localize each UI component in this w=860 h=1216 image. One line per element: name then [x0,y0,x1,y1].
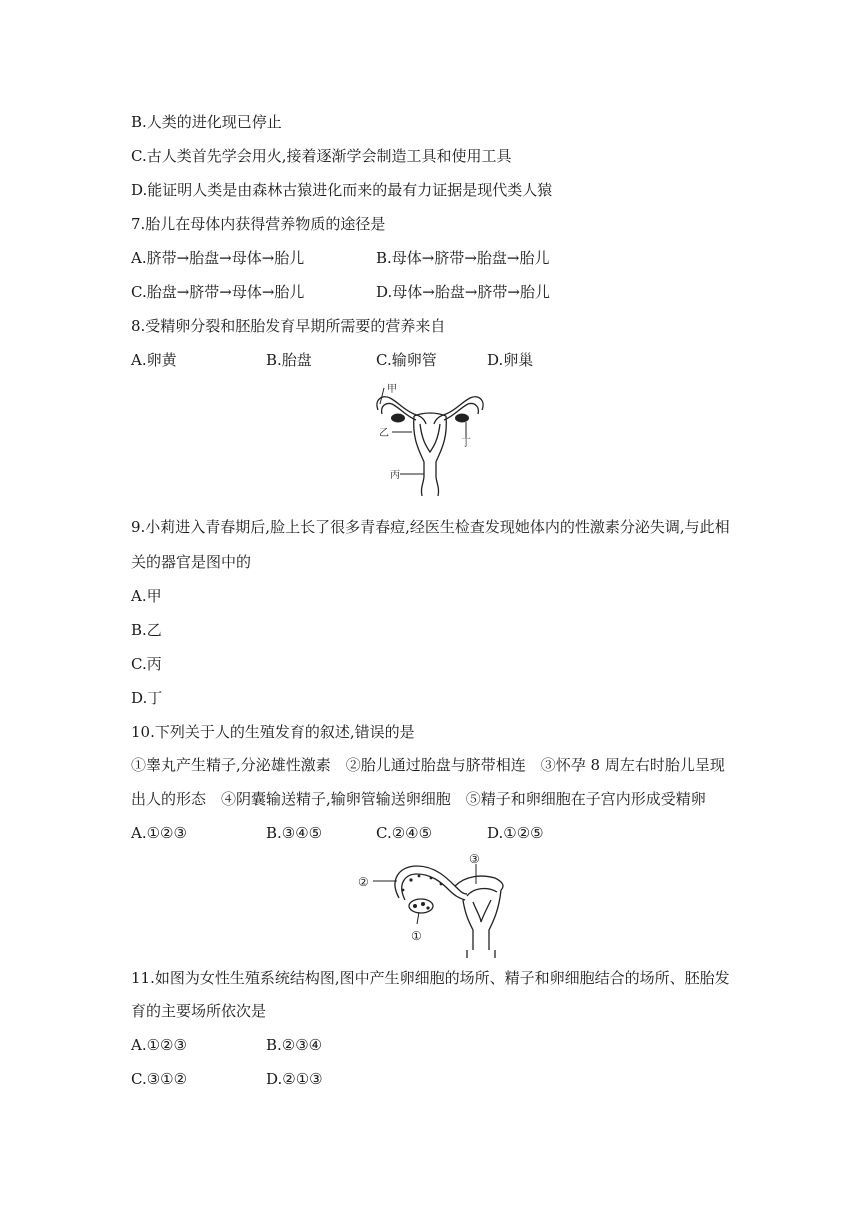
q10-items-line-1: ①睾丸产生精子,分泌雄性激素 ②胎儿通过胎盘与脐带相连 ③怀孕 8 周左右时胎儿呈现 [131,756,725,774]
q8-option-d: D.卵巢 [487,351,534,369]
q10-option-c: C.②④⑤ [376,824,433,842]
q9-option-b: B.乙 [131,621,162,639]
q11-option-d: D.②①③ [266,1070,323,1088]
q6-option-c: C.古人类首先学会用火,接着逐渐学会制造工具和使用工具 [131,147,512,165]
q10-option-a: A.①②③ [131,824,187,842]
q7-option-d: D.母体→胎盘→脐带→胎儿 [376,283,550,301]
figure2-label-2: ② [358,875,369,889]
q11-option-a: A.①②③ [131,1036,187,1054]
q10-items-line-2: 出人的形态 ④阴囊输送精子,输卵管输送卵细胞 ⑤精子和卵细胞在子宫内形成受精卵 [131,790,706,808]
q6-option-b: B.人类的进化现已停止 [131,113,282,131]
q11-stem-line-1: 11.如图为女性生殖系统结构图,图中产生卵细胞的场所、精子和卵细胞结合的场所、胚胎发 [131,969,730,987]
q10-stem: 10.下列关于人的生殖发育的叙述,错误的是 [131,723,415,741]
figure1-label-ding: 丁 [461,438,471,449]
q8-option-a: A.卵黄 [131,351,177,369]
q7-stem: 7.胎儿在母体内获得营养物质的途径是 [131,215,386,233]
figure2-label-3: ③ [469,852,480,866]
figure2-label-1: ① [411,929,422,943]
q11-option-b: B.②③④ [266,1036,323,1054]
q8-option-c: C.输卵管 [376,351,437,369]
q8-stem: 8.受精卵分裂和胚胎发育早期所需要的营养来自 [131,317,446,335]
left-ovary-shape [391,414,405,423]
figure1-label-bing: 丙 [390,470,400,481]
ovary-shape [409,899,433,913]
right-ovary-shape [455,414,469,423]
female-reproductive-figure-2 [355,850,515,958]
q9-option-a: A.甲 [131,587,162,605]
q10-option-b: B.③④⑤ [266,824,323,842]
q11-stem-line-2: 育的主要场所依次是 [131,1002,267,1020]
q10-option-d: D.①②⑤ [487,824,544,842]
q9-stem-line-2: 关的器官是图中的 [131,553,252,571]
figure1-label-yi: 乙 [379,428,389,439]
q9-stem-line-1: 9.小莉进入青春期后,脸上长了很多青春痘,经医生检查发现她体内的性激素分泌失调,与此相 [131,518,730,536]
female-reproductive-figure-1 [368,380,492,504]
q8-option-b: B.胎盘 [266,351,312,369]
figure1-label-jia: 甲 [387,384,397,395]
q6-option-d: D.能证明人类是由森林古猿进化而来的最有力证据是现代类人猿 [131,181,553,199]
q11-option-c: C.③①② [131,1070,188,1088]
q9-option-d: D.丁 [131,689,163,707]
q7-option-c: C.胎盘→脐带→母体→胎儿 [131,283,305,301]
q7-option-b: B.母体→脐带→胎盘→胎儿 [376,249,550,267]
q7-option-a: A.脐带→胎盘→母体→胎儿 [131,249,305,267]
q9-option-c: C.丙 [131,655,162,673]
